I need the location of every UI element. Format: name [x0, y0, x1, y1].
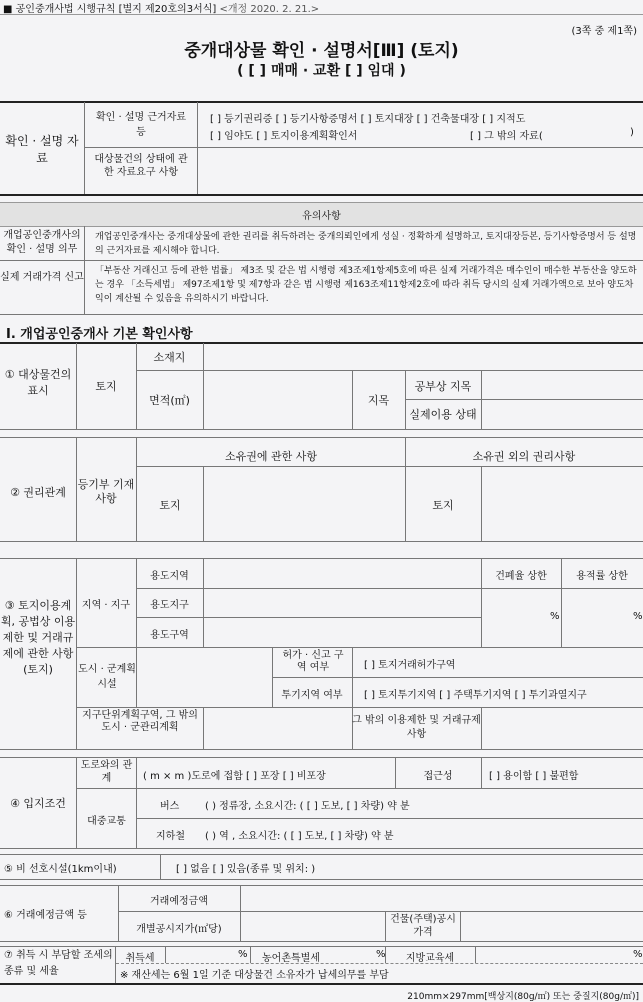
- confirm-label: 확인 · 설명 자료: [5, 134, 79, 165]
- rule: [481, 371, 482, 429]
- rule: [0, 314, 643, 315]
- deal-type-subtitle: ( [ ] 매매 · 교환 [ ] 임대 ): [237, 63, 406, 79]
- ownership-land-label: 토지: [159, 499, 181, 512]
- rule: [136, 758, 137, 848]
- rule: [0, 854, 643, 855]
- road-value[interactable]: ( m × m )도로에 접함 [ ] 포장 [ ] 비포장: [143, 771, 326, 782]
- rule: [481, 467, 482, 541]
- section-1-label: ① 대상물건의 표시: [4, 368, 72, 397]
- rule: [160, 855, 161, 879]
- rule: [240, 886, 241, 941]
- permit-label: 허가 · 신고 구역 여부: [282, 650, 344, 673]
- other-docs-checkbox[interactable]: [ ] 그 밖의 자료(: [470, 131, 543, 142]
- duty-label: 개업공인중개사의 확인 · 설명 의무: [3, 230, 81, 255]
- zone-label: 지역 · 지구: [81, 600, 131, 611]
- rule: [84, 102, 85, 194]
- jimok-label: 지목: [367, 394, 390, 407]
- other-rights-header: 소유권 외의 권리사항: [472, 450, 576, 463]
- rule: [0, 757, 643, 758]
- official-jimok-label: 공부상 지목: [414, 380, 472, 393]
- law-reference: ■ 공인중개사법 시행규칙 [별지 제20호의3서식] <개정 2020. 2. 21.>: [3, 4, 320, 15]
- building-price-label: 건물(주택)공시가격: [390, 914, 456, 938]
- rule: [0, 983, 643, 985]
- other-rights-land-label: 토지: [432, 499, 454, 512]
- subway-value[interactable]: ( ) 역 , 소요시간: ( [ ] 도보, [ ] 차량) 약 분: [205, 831, 394, 842]
- section-4-label: ④ 입지조건: [10, 797, 66, 810]
- subway-label: 지하철: [156, 831, 185, 842]
- rule: [0, 749, 643, 750]
- district-plan-label: 지구단위계획구역, 그 밖의 도시 · 군관리계획: [82, 710, 198, 733]
- far-percent: %: [633, 611, 643, 622]
- price-report-label: 실제 거래가격 신고: [0, 272, 84, 283]
- request-label: 대상물건의 상태에 관한 자료요구 사항: [94, 154, 188, 178]
- land-label: 토지: [95, 380, 117, 393]
- paper-spec: 210mm×297mm[백상지(80g/㎡) 또는 중질지(80g/㎡)]: [407, 992, 639, 1002]
- rule: [0, 879, 643, 880]
- use-zone-label: 용도구역: [150, 630, 189, 641]
- section1-title: Ⅰ. 개업공인중개사 기본 확인사항: [6, 327, 193, 342]
- road-label: 도로와의 관계: [80, 760, 133, 784]
- rule: [406, 399, 643, 400]
- section-7-label: ⑦ 취득 시 부담할 조세의 종류 및 세율: [4, 950, 113, 977]
- rule: [0, 885, 643, 886]
- rule: [77, 707, 643, 708]
- bcr-percent: %: [550, 611, 560, 622]
- location-label: 소재지: [153, 351, 186, 364]
- rule: [165, 947, 166, 963]
- section-3-label: ③ 토지이용계획, 공법상 이용 제한 및 거래규제에 관한 사항 (토지): [0, 599, 76, 676]
- page-indicator: (3쪽 중 제1쪽): [571, 26, 637, 37]
- speculation-label: 투기지역 여부: [281, 690, 343, 701]
- bus-label: 버스: [160, 801, 180, 812]
- rule: [0, 541, 643, 542]
- property-tax-note: ※ 재산세는 6월 1일 기준 대상물건 소유자가 납세의무를 부담: [120, 970, 389, 981]
- section-6-label: ⑥ 거래예정금액 등: [4, 910, 87, 921]
- rule: [0, 194, 643, 196]
- planned-price-label: 거래예정금액: [150, 896, 208, 907]
- price-report-text: 「부동산 거래신고 등에 관한 법률」 제3조 및 같은 법 시행령 제3조제1항제5호에 따른 실제 거래가격은 매수인이 매수한 부동산을 양도하는 경우 「소득세법」 제97조제1항 및 제7항과 같은 법 시행령 제163조제11항제2호에 따라 취득 당시의 실제 거래가액으로 보아 양도차익이 계산될 수 있음을 유의하시기 바랍니다.: [95, 266, 637, 304]
- transit-label: 대중교통: [87, 816, 126, 827]
- rule: [77, 788, 643, 789]
- rule: [84, 226, 85, 314]
- far-label: 용적률 상한: [576, 571, 628, 582]
- rule: [273, 677, 643, 678]
- rule: [137, 466, 643, 467]
- nuisance-checkboxes[interactable]: [ ] 없음 [ ] 있음(종류 및 위치: ): [176, 864, 316, 875]
- page-title: 중개대상물 확인 · 설명서[Ⅲ] (토지): [184, 41, 459, 61]
- rule: [0, 260, 643, 261]
- rule: [385, 912, 386, 941]
- ownership-header: 소유권에 관한 사항: [224, 450, 317, 463]
- rule: [137, 818, 643, 819]
- rural-tax-label: 농어촌특별세: [262, 953, 320, 964]
- rule: [203, 708, 204, 749]
- rule: [85, 147, 643, 148]
- actual-use-label: 실제이용 상태: [409, 408, 477, 421]
- education-tax-percent: %: [633, 949, 643, 960]
- official-land-price-label: 개별공시지가(㎡당): [136, 924, 222, 935]
- basis-checkboxes-row1[interactable]: [ ] 등기권리증 [ ] 등기사항증명서 [ ] 토지대장 [ ] 건축물대장 [ ] 지적도: [210, 114, 526, 125]
- header-divider: [0, 14, 643, 15]
- rule: [197, 102, 198, 194]
- permit-checkbox[interactable]: [ ] 토지거래허가구역: [364, 660, 456, 671]
- rule: [116, 963, 643, 964]
- notice-header: 유의사항: [302, 211, 341, 222]
- rule: [0, 848, 643, 849]
- rule: [0, 558, 643, 559]
- registry-label: 등기부 기재사항: [77, 478, 135, 505]
- table-top-border: [0, 101, 643, 103]
- section-5-label: ⑤ 비 선호시설(1km이내): [4, 864, 117, 875]
- other-docs-close: ): [630, 127, 634, 138]
- rule: [481, 758, 482, 788]
- rule: [460, 912, 461, 941]
- urban-plan-label: 도시 · 군계획 시설: [78, 664, 136, 690]
- basis-checkboxes-row2[interactable]: [ ] 임야도 [ ] 토지이용계획확인서: [210, 131, 358, 142]
- rule: [137, 370, 643, 371]
- acquisition-tax-percent: %: [238, 949, 248, 960]
- speculation-checkboxes[interactable]: [ ] 토지투기지역 [ ] 주택투기지역 [ ] 투기과열지구: [364, 690, 587, 701]
- education-tax-label: 지방교육세: [405, 953, 455, 964]
- section-2-label: ② 권리관계: [10, 486, 66, 499]
- use-area-label: 용도지역: [150, 571, 189, 582]
- duty-text: 개업공인중개사는 중개대상물에 관한 권리를 취득하려는 중개의뢰인에게 성실 · 정확하게 설명하고, 토지대장등본, 등기사항증명서 등 설명의 근거자료를 제시해야 합니다.: [95, 232, 637, 256]
- access-label: 접근성: [423, 771, 453, 782]
- rule: [475, 947, 476, 963]
- rule: [77, 647, 643, 648]
- rural-tax-percent: %: [376, 949, 386, 960]
- rule: [0, 941, 643, 942]
- rule: [203, 343, 204, 429]
- rule: [137, 617, 481, 618]
- other-limits-label: 그 밖의 이용제한 및 거래규제사항: [352, 715, 481, 740]
- rule: [203, 467, 204, 541]
- rule: [119, 911, 643, 912]
- rule: [0, 946, 643, 947]
- area-label: 면적(㎡): [149, 394, 190, 407]
- access-checkboxes[interactable]: [ ] 용이함 [ ] 불편함: [489, 771, 579, 782]
- acquisition-tax-label: 취득세: [125, 953, 155, 964]
- rule: [203, 559, 204, 647]
- use-district-label: 용도지구: [150, 600, 189, 611]
- bcr-label: 건폐율 상한: [495, 571, 547, 582]
- rule: [0, 429, 643, 430]
- rule: [481, 708, 482, 749]
- rule: [0, 437, 643, 438]
- rule: [137, 588, 643, 589]
- rule: [0, 342, 643, 344]
- bus-value[interactable]: ( ) 정류장, 소요시간: ( [ ] 도보, [ ] 차량) 약 분: [205, 801, 410, 812]
- basis-label: 확인 · 설명 근거자료 등: [96, 112, 186, 138]
